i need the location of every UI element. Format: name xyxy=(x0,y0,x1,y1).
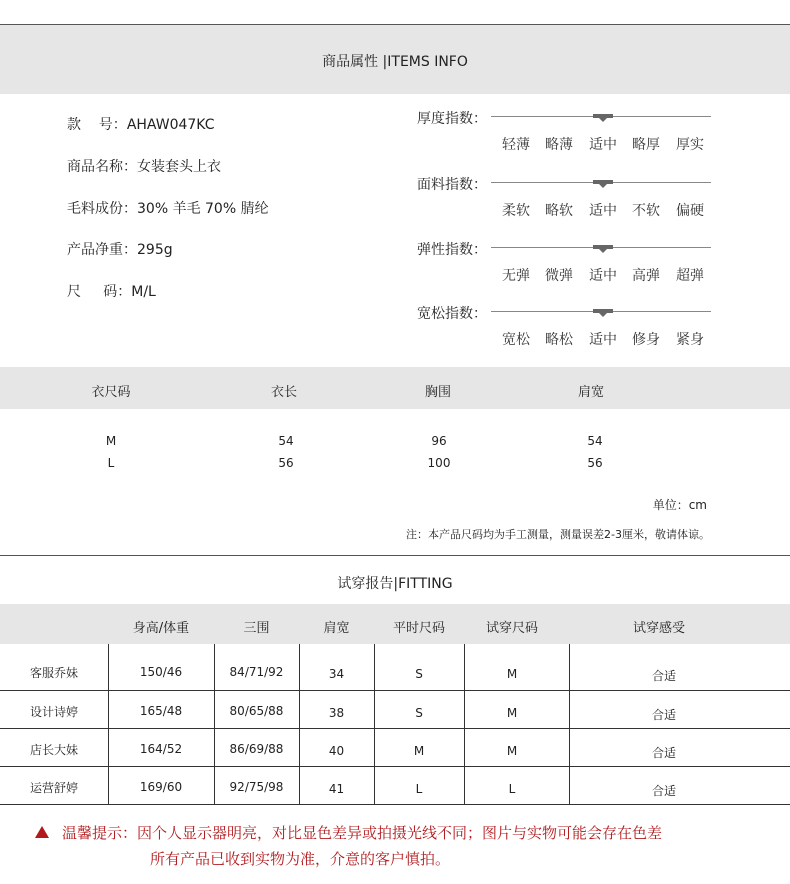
table-cell: M xyxy=(506,667,518,681)
size-cell: 56 xyxy=(587,456,603,470)
table-cell: 169/60 xyxy=(139,780,183,794)
size-header: 衣尺码 xyxy=(91,385,131,400)
index-option: 无弹 xyxy=(502,268,530,284)
index-option: 厚实 xyxy=(676,137,704,153)
table-cell: S xyxy=(415,667,423,681)
index-marker-icon xyxy=(593,180,613,184)
table-cell: 38 xyxy=(328,706,345,720)
index-option: 不软 xyxy=(632,203,660,219)
index-option: 适中 xyxy=(589,203,617,219)
tester-name: 运营舒婷 xyxy=(29,781,78,795)
table-cell: M xyxy=(413,744,425,758)
size-header: 肩宽 xyxy=(577,385,604,400)
table-cell: M xyxy=(506,744,518,758)
measurement-note: 注：本产品尺码均为手工测量，测量误差2-3厘米，敬请体谅。 xyxy=(406,528,710,541)
tester-name: 客服乔妹 xyxy=(29,666,78,680)
section-divider xyxy=(0,555,790,556)
notice-line-1: 温馨提示：因个人显示器明亮，对比显色差异或拍摄光线不同；图片与实物可能会存在色差 xyxy=(62,824,663,842)
index-option: 柔软 xyxy=(502,203,530,219)
table-cell: M xyxy=(506,706,518,720)
table-cell: 150/46 xyxy=(139,665,183,679)
index-option: 紧身 xyxy=(676,332,704,348)
table-cell: 合适 xyxy=(651,784,676,798)
index-option: 偏硬 xyxy=(676,203,704,219)
info-net-weight: 产品净重：295g xyxy=(67,242,173,258)
info-material: 毛料成份：30% 羊毛 70% 腈纶 xyxy=(67,201,269,217)
table-cell: 92/75/98 xyxy=(229,780,284,794)
index-marker-icon xyxy=(593,114,613,118)
tester-name: 设计诗婷 xyxy=(29,705,78,719)
index-option: 略薄 xyxy=(545,137,573,153)
table-cell: 80/65/88 xyxy=(229,704,284,718)
index-label: 面料指数： xyxy=(417,177,487,193)
size-cell: 100 xyxy=(427,456,451,470)
index-option: 适中 xyxy=(589,332,617,348)
index-option: 修身 xyxy=(632,332,660,348)
row-divider xyxy=(0,804,790,805)
unit-label: 单位：cm xyxy=(652,498,707,512)
index-label: 厚度指数： xyxy=(417,111,487,127)
index-marker-icon xyxy=(593,245,613,249)
info-product-name: 商品名称：女装套头上衣 xyxy=(67,159,221,175)
size-header: 衣长 xyxy=(270,385,297,400)
table-cell: L xyxy=(508,782,516,796)
size-cell: L xyxy=(107,456,115,470)
table-cell: 41 xyxy=(328,782,345,796)
row-divider xyxy=(0,766,790,767)
index-option: 略厚 xyxy=(632,137,660,153)
index-label: 宽松指数： xyxy=(417,306,487,322)
table-cell: L xyxy=(415,782,423,796)
items-info-header xyxy=(0,25,790,94)
table-cell: 84/71/92 xyxy=(229,665,284,679)
fitting-header-cell: 肩宽 xyxy=(323,621,350,636)
fitting-header-cell: 平时尺码 xyxy=(392,621,445,636)
index-label: 弹性指数： xyxy=(417,242,487,258)
index-option: 微弹 xyxy=(545,268,573,284)
fitting-header-cell: 试穿感受 xyxy=(632,621,685,636)
index-marker-icon xyxy=(593,309,613,313)
table-cell: 40 xyxy=(328,744,345,758)
page-title: 商品属性 |ITEMS INFO xyxy=(322,54,468,70)
table-cell: S xyxy=(415,706,423,720)
fitting-title: 试穿报告|FITTING xyxy=(337,576,453,592)
size-cell: 54 xyxy=(278,434,294,448)
tester-name: 店长大妹 xyxy=(29,743,78,757)
fitting-header-cell: 三围 xyxy=(243,621,270,636)
index-option: 适中 xyxy=(589,268,617,284)
index-option: 适中 xyxy=(589,137,617,153)
table-cell: 合适 xyxy=(651,746,676,760)
info-style-number: 款 号：AHAW047KC xyxy=(67,117,215,133)
index-option: 略松 xyxy=(545,332,573,348)
index-option: 高弹 xyxy=(632,268,660,284)
index-option: 超弹 xyxy=(676,268,704,284)
table-cell: 164/52 xyxy=(139,742,183,756)
table-cell: 34 xyxy=(328,667,345,681)
size-cell: 56 xyxy=(278,456,294,470)
table-cell: 合适 xyxy=(651,708,676,722)
fitting-header-cell: 试穿尺码 xyxy=(485,621,538,636)
table-cell: 165/48 xyxy=(139,704,183,718)
warning-triangle-icon xyxy=(35,826,49,838)
row-divider xyxy=(0,690,790,691)
table-cell: 86/69/88 xyxy=(229,742,284,756)
row-divider xyxy=(0,728,790,729)
fitting-header-cell: 身高/体重 xyxy=(132,621,190,636)
index-option: 略软 xyxy=(545,203,573,219)
notice-line-2: 所有产品已收到实物为准，介意的客户慎拍。 xyxy=(150,850,451,868)
size-cell: 96 xyxy=(431,434,447,448)
table-cell: 合适 xyxy=(651,669,676,683)
index-option: 宽松 xyxy=(502,332,530,348)
size-cell: M xyxy=(105,434,117,448)
size-header: 胸围 xyxy=(424,385,451,400)
info-size: 尺 码：M/L xyxy=(67,284,156,300)
index-option: 轻薄 xyxy=(502,137,530,153)
size-cell: 54 xyxy=(587,434,603,448)
